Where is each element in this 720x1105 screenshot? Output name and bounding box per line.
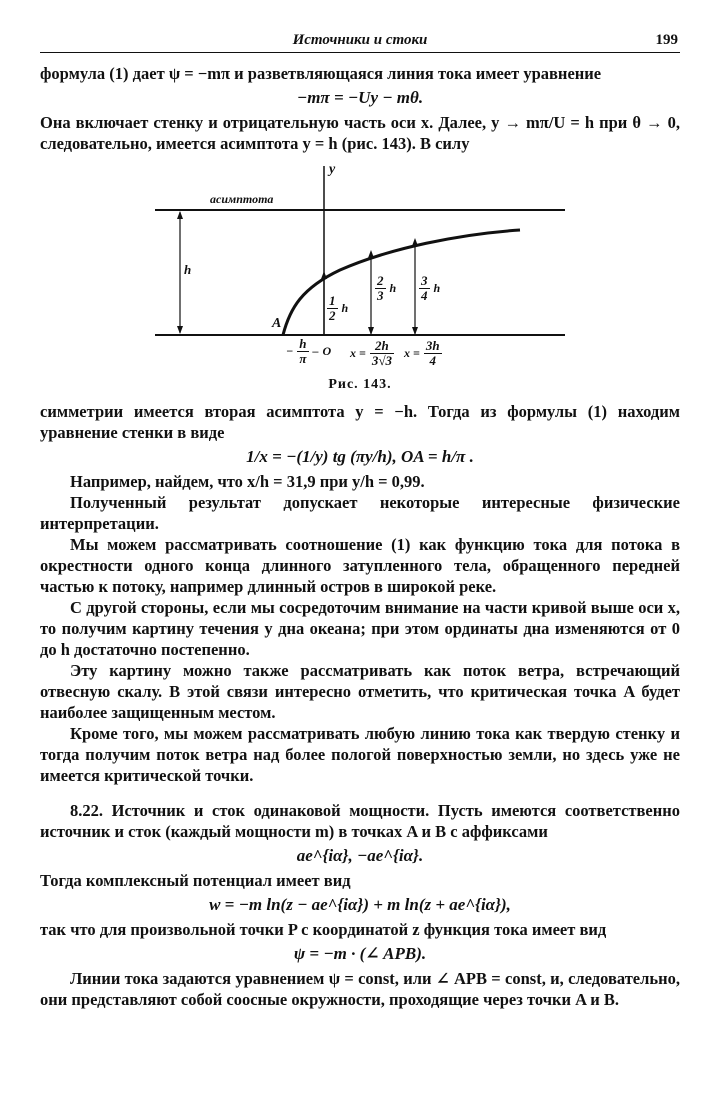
- page: [40, 30, 680, 1010]
- figure-143: [40, 158, 680, 373]
- figure-caption: Рис. 143.: [328, 377, 392, 392]
- page-header: [40, 30, 680, 53]
- paragraph: Линии тока задаются уравнением ψ = const, или ∠ APB = const, и, следовательно, они представляют собой соосные окружности, проходящие через точки A и B.: [40, 969, 680, 1009]
- section-text: Пусть имеются соответственно источник и сток (каждый мощности m) в точках A и B с аффиксами: [40, 801, 680, 841]
- equation: ae^{iα}, −ae^{iα}.: [296, 846, 424, 865]
- asymptote-label: асимптота: [210, 192, 274, 206]
- x-2h-label: x = $\frac{2h}{3√3}$: [350, 338, 392, 368]
- paragraph: Полученный результат допускает некоторые интересные физические интерпретации.: [40, 493, 680, 533]
- origin-label: O: [322, 344, 332, 359]
- equation: −mπ = −Uy − mθ.: [296, 88, 424, 107]
- equation: w = −m ln(z − ae^{iα}) + m ln(z + ae^{iα}),: [209, 895, 511, 914]
- y-axis-label: y: [329, 162, 336, 177]
- equation: ψ = −m · (∠ APB).: [293, 944, 427, 963]
- section-paragraph: [40, 800, 680, 842]
- page-number: 199: [655, 32, 678, 48]
- equation: 1/x = −(1/y) tg (πy/h), OA = h/π .: [246, 447, 474, 466]
- paragraph: Кроме того, мы можем рассматривать любую линию тока как твердую стенку и тогда получим поток ветра над более пологой поверхностью земли, но здесь уже не имеется критической точки.: [40, 724, 680, 785]
- paragraph: Эту картину можно также рассматривать как поток ветра, встречающий отвесную скалу. В этой связи интересно отметить, что критическая точка A будет наиболее защищенным местом.: [40, 661, 680, 722]
- ordinate-2-3-label: $\frac{2}{3}$ h: [377, 273, 397, 303]
- paragraph: Она включает стенку и отрицательную часть оси x. Далее, y → mπ/U = h при θ → 0, следовательно, имеется асимптота y = h (рис. 143). В силу: [40, 113, 680, 153]
- paragraph: так что для произвольной точки P с координатой z функция тока имеет вид: [40, 920, 607, 939]
- paragraph: С другой стороны, если мы сосредоточим внимание на части кривой выше оси x, то получим картину течения у дна океана; при этом ординаты дна изменяются от 0 до h достаточно постепенно.: [40, 598, 680, 659]
- paragraph: симметрии имеется вторая асимптота y = −h. Тогда из формулы (1) находим уравнение стенки в виде: [40, 402, 680, 442]
- paragraph: Тогда комплексный потенциал имеет вид: [40, 871, 351, 890]
- x-minus-h-over-pi-label: − $\frac{h}{\pi}$ – O: [286, 336, 332, 366]
- x-3h-label: x = $\frac{3h}{4}$: [404, 338, 440, 368]
- paragraph: Мы можем рассматривать соотношение (1) как функцию тока для потока в окрестности одного конца длинного затупленного тела, обращенного передней частью к потоку, например длинный остров в широкой реке.: [40, 535, 680, 596]
- ordinate-3-4-label: $\frac{3}{4}$ h: [421, 273, 441, 303]
- section-number: 8.22.: [70, 801, 103, 820]
- paragraph: формула (1) дает ψ = −mπ и разветвляющаяся линия тока имеет уравнение: [40, 64, 602, 83]
- ordinate-1-2-label: $\frac{1}{2}$ h: [329, 293, 349, 323]
- running-title: Источники и стоки: [292, 32, 428, 48]
- wall-curve: [283, 230, 520, 335]
- paragraph: Например, найдем, что x/h = 31,9 при y/h = 0,99.: [70, 472, 425, 491]
- point-a-label: A: [272, 316, 282, 331]
- h-label: h: [184, 262, 192, 277]
- section-title: Источник и сток одинаковой мощности.: [111, 801, 430, 820]
